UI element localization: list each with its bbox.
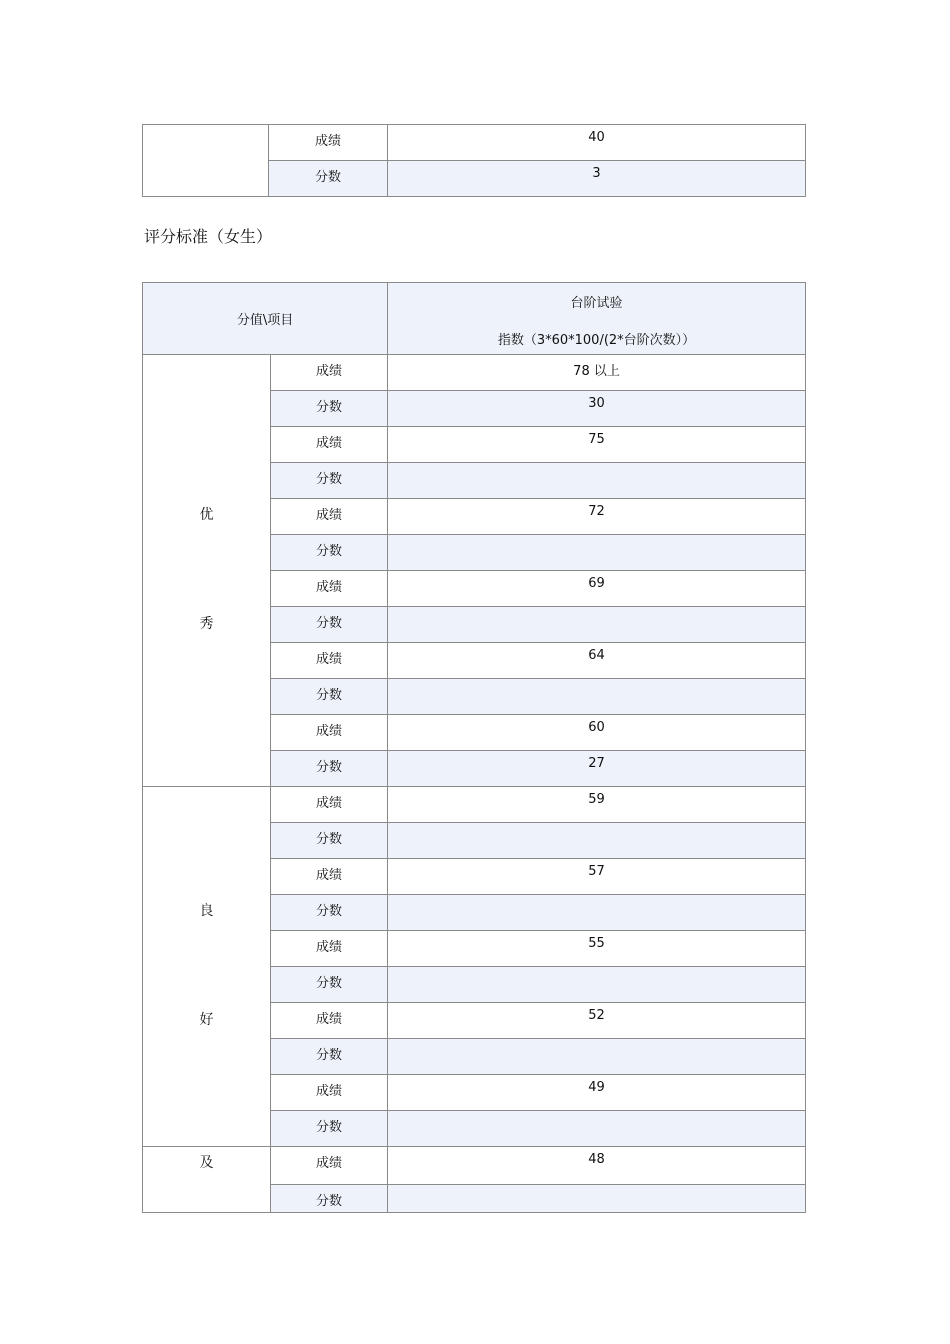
table-row (143, 125, 806, 161)
group-label-pass (143, 1147, 271, 1213)
row-value (388, 1111, 806, 1147)
row-label: 成绩 (271, 1075, 388, 1111)
row-label: 成绩 (271, 427, 388, 463)
row-value (388, 1039, 806, 1075)
row-value (388, 895, 806, 931)
row-label: 分数 (271, 1039, 388, 1075)
row-value: 57 (388, 859, 806, 895)
row-value: 78 以上 (388, 355, 806, 391)
row-label: 成绩 (271, 355, 388, 391)
row-value: 55 (388, 931, 806, 967)
row-label: 分数 (271, 895, 388, 931)
row-label: 成绩 (271, 643, 388, 679)
row-value: 48 (388, 1147, 806, 1185)
row-label: 成绩 (269, 125, 388, 161)
row-value: 30 (388, 391, 806, 427)
row-value: 3 (388, 161, 806, 197)
row-label: 分数 (271, 679, 388, 715)
row-label: 分数 (271, 751, 388, 787)
row-label: 分数 (271, 535, 388, 571)
row-label: 分数 (271, 1184, 388, 1212)
row-label: 分数 (271, 967, 388, 1003)
row-value: 69 (388, 571, 806, 607)
row-label: 成绩 (271, 931, 388, 967)
row-value: 49 (388, 1075, 806, 1111)
row-label: 成绩 (271, 715, 388, 751)
row-label: 分数 (271, 823, 388, 859)
section-title: 评分标准（女生） (144, 227, 273, 246)
group-char: 好 (199, 1012, 214, 1028)
row-label: 分数 (271, 1111, 388, 1147)
row-value: 40 (388, 125, 806, 161)
row-label: 分数 (271, 391, 388, 427)
row-value (388, 463, 806, 499)
main-table (142, 282, 806, 1213)
row-value (388, 967, 806, 1003)
header-row (143, 283, 806, 355)
header-right-line2: 指数（3*60*100/(2*台阶次数）） (497, 332, 696, 348)
group-char: 优 (199, 507, 214, 523)
row-value: 64 (388, 643, 806, 679)
group-char: 良 (199, 903, 214, 919)
row-value: 60 (388, 715, 806, 751)
row-value: 72 (388, 499, 806, 535)
group-label-good (143, 787, 271, 1147)
header-left: 分值\项目 (143, 283, 388, 355)
table-row (143, 787, 806, 823)
top-table (142, 124, 806, 197)
row-value: 59 (388, 787, 806, 823)
row-label: 成绩 (271, 859, 388, 895)
row-label: 成绩 (271, 1147, 388, 1185)
group-char: 及 (199, 1155, 214, 1171)
row-label: 成绩 (271, 499, 388, 535)
row-value (388, 679, 806, 715)
row-value: 27 (388, 751, 806, 787)
group-cell-empty (143, 125, 269, 197)
row-value: 52 (388, 1003, 806, 1039)
row-value (388, 607, 806, 643)
row-value (388, 823, 806, 859)
row-label: 成绩 (271, 571, 388, 607)
header-right (388, 283, 806, 355)
table-row (143, 1147, 806, 1185)
row-label: 成绩 (271, 1003, 388, 1039)
header-right-line1: 台阶试验 (570, 295, 623, 311)
row-value: 75 (388, 427, 806, 463)
group-label-excellent (143, 355, 271, 787)
row-label: 分数 (271, 463, 388, 499)
row-label: 分数 (271, 607, 388, 643)
group-char: 秀 (199, 616, 214, 632)
table-row (143, 355, 806, 391)
row-value (388, 535, 806, 571)
row-label: 分数 (269, 161, 388, 197)
row-value (388, 1184, 806, 1212)
row-label: 成绩 (271, 787, 388, 823)
